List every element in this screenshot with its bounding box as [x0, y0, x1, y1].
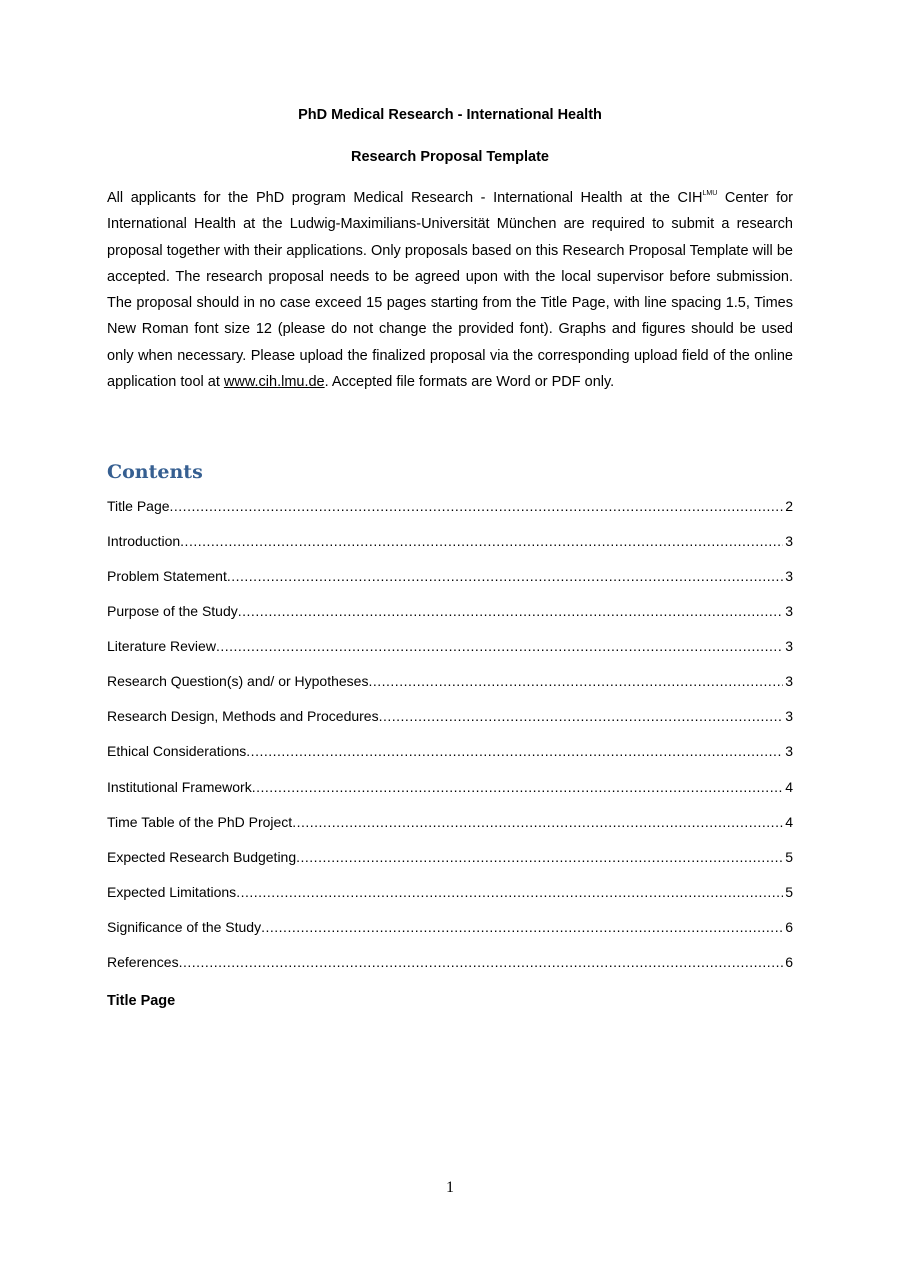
- toc-entry-page: 3: [785, 568, 793, 585]
- toc-entry-label: Introduction: [107, 533, 181, 550]
- page-number: 1: [446, 1179, 454, 1196]
- toc-entry-label: Problem Statement: [107, 568, 227, 585]
- toc-entry[interactable]: [107, 671, 793, 706]
- toc-entry[interactable]: [107, 566, 793, 601]
- toc-entry-page: 3: [785, 743, 793, 760]
- toc-entry[interactable]: [107, 496, 793, 531]
- toc-leader-dots: [170, 496, 784, 516]
- toc-entry-page: 4: [785, 778, 793, 795]
- toc-entry-page: 3: [785, 603, 793, 620]
- toc-entry[interactable]: [107, 636, 793, 671]
- intro-text-part1: All applicants for the PhD program Medical Research - International Health at the CIH: [107, 190, 703, 206]
- toc-leader-dots: [252, 777, 783, 797]
- toc-entry-label: Time Table of the PhD Project: [107, 813, 293, 830]
- website-link[interactable]: www.cih.lmu.de: [223, 374, 325, 391]
- toc-entry-page: 3: [785, 673, 793, 690]
- toc-leader-dots: [179, 952, 784, 972]
- toc-leader-dots: [227, 566, 783, 586]
- toc-entry[interactable]: [107, 917, 793, 952]
- intro-paragraph: [107, 185, 793, 395]
- toc-leader-dots: [379, 706, 784, 726]
- toc-entry-label: Research Question(s) and/ or Hypotheses: [107, 673, 369, 690]
- toc-entry-label: Ethical Considerations: [107, 743, 247, 760]
- toc-leader-dots: [292, 812, 783, 832]
- toc-entry-page: 2: [785, 498, 793, 514]
- toc-entry[interactable]: [107, 706, 793, 741]
- toc-entry-page: 5: [785, 848, 793, 865]
- toc-entry[interactable]: [107, 812, 793, 847]
- toc-entry-label: Purpose of the Study: [107, 603, 238, 620]
- contents-heading: Contents: [107, 461, 203, 483]
- toc-entry-label: Expected Research Budgeting: [107, 848, 297, 865]
- toc-entry-page: 6: [785, 953, 793, 970]
- toc-entry[interactable]: [107, 531, 793, 566]
- toc-entry[interactable]: [107, 847, 793, 882]
- toc-entry[interactable]: [107, 952, 793, 987]
- toc-leader-dots: [246, 741, 783, 761]
- toc-leader-dots: [236, 882, 783, 902]
- toc-entry-label: Institutional Framework: [107, 778, 252, 795]
- document-title: PhD Medical Research - International Health: [298, 107, 602, 123]
- toc-entry[interactable]: [107, 882, 793, 917]
- toc-leader-dots: [261, 917, 783, 937]
- intro-superscript: LMU: [702, 190, 718, 197]
- intro-text-part3: . Accepted file formats are Word or PDF only.: [324, 374, 615, 391]
- toc-leader-dots: [180, 531, 783, 551]
- toc-leader-dots: [216, 636, 783, 656]
- toc-entry-label: Literature Review: [107, 638, 216, 655]
- toc-entry[interactable]: [107, 601, 793, 636]
- section-heading-title-page: Title Page: [107, 993, 176, 1009]
- toc-entry-label: Expected Limitations: [107, 883, 237, 900]
- intro-text-part2: Center for International Health at the Ludwig-Maximilians-Universität München are required to submit a research proposal together with their applications. Only proposals based on this Research Proposal Template will be accepted. The research proposal needs to be agreed upon with the local supervisor before submission. The proposal should in no case exceed 15 pages starting from the Title Page, with line spacing 1.5, Times New Roman font size 12 (please do not change the provided font). Graphs and figures should be used only when necessary. Please upload the finalized proposal via the corresponding upload field of the online application tool at: [107, 190, 793, 391]
- toc-entry[interactable]: [107, 777, 793, 812]
- toc-entry-page: 5: [785, 883, 793, 900]
- toc-entry-label: References: [107, 953, 179, 970]
- toc-entry-page: 6: [785, 918, 793, 935]
- toc-leader-dots: [296, 847, 783, 867]
- table-of-contents: [107, 496, 793, 987]
- toc-entry-page: 3: [785, 533, 793, 550]
- toc-entry-label: Title Page: [107, 498, 170, 514]
- toc-entry-label: Research Design, Methods and Procedures: [107, 708, 379, 725]
- document-subtitle: Research Proposal Template: [351, 149, 549, 165]
- toc-leader-dots: [368, 671, 783, 691]
- toc-entry-page: 3: [785, 638, 793, 655]
- toc-entry[interactable]: [107, 741, 793, 776]
- toc-leader-dots: [238, 601, 783, 621]
- toc-entry-page: 3: [785, 708, 793, 725]
- toc-entry-page: 4: [785, 813, 793, 830]
- toc-entry-label: Significance of the Study: [107, 918, 262, 935]
